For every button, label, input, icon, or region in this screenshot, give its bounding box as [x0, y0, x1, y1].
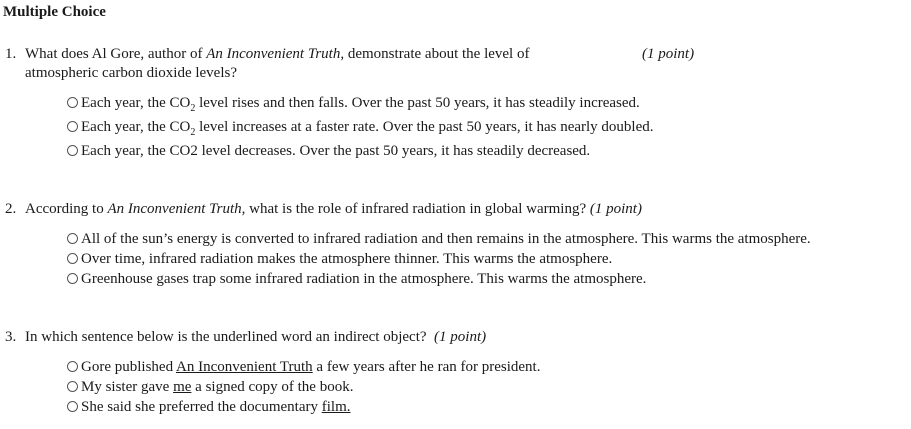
options-group-3	[67, 357, 540, 417]
radio-button[interactable]	[67, 97, 78, 108]
question-text-line2: atmospheric carbon dioxide levels?	[25, 65, 238, 81]
options-group-1	[67, 93, 654, 161]
option[interactable]: Each year, the CO2 level decreases. Over the past 50 years, it has steadily decreased.	[67, 141, 654, 161]
radio-button[interactable]	[67, 361, 78, 372]
question-text: What does Al Gore, author of An Inconvenient Truth, demonstrate about the level of	[25, 46, 530, 62]
question-number: 1.	[5, 46, 17, 62]
question-number: 3.	[5, 329, 17, 345]
points-label: (1 point)	[642, 46, 695, 62]
points-label: (1 point)	[434, 329, 487, 345]
option[interactable]: All of the sun’s energy is converted to infrared radiation and then remains in the atmosphere. This warms the atmosphere.	[67, 229, 811, 249]
radio-button[interactable]	[67, 381, 78, 392]
options-group-2	[67, 229, 811, 289]
radio-button[interactable]	[67, 233, 78, 244]
question-number: 2.	[5, 201, 17, 217]
option[interactable]: Greenhouse gases trap some infrared radiation in the atmosphere. This warms the atmosphere.	[67, 269, 811, 289]
question-text: In which sentence below is the underlined word an indirect object?	[25, 329, 427, 345]
radio-button[interactable]	[67, 121, 78, 132]
question-2	[5, 200, 642, 219]
question-3	[5, 328, 486, 347]
radio-button[interactable]	[67, 401, 78, 412]
radio-button[interactable]	[67, 253, 78, 264]
option[interactable]: Over time, infrared radiation makes the atmosphere thinner. This warms the atmosphere.	[67, 249, 811, 269]
question-1	[5, 45, 529, 83]
option[interactable]: Each year, the $CO_2$ level rises and then falls. Over the past 50 years, it has steadily increased.	[67, 93, 654, 113]
option[interactable]: Gore published An Inconvenient Truth a few years after he ran for president.	[67, 357, 540, 377]
question-text: According to An Inconvenient Truth, what is the role of infrared radiation in global warming?	[25, 201, 587, 217]
radio-button[interactable]	[67, 273, 78, 284]
points-label: (1 point)	[589, 201, 642, 217]
option[interactable]: She said she preferred the documentary film.	[67, 397, 540, 417]
radio-button[interactable]	[67, 145, 78, 156]
option[interactable]: Each year, the $CO_2$ level increases at a faster rate. Over the past 50 years, it has nearly doubled.	[67, 117, 654, 137]
option[interactable]: My sister gave me a signed copy of the book.	[67, 377, 540, 397]
section-title: Multiple Choice	[3, 4, 106, 20]
